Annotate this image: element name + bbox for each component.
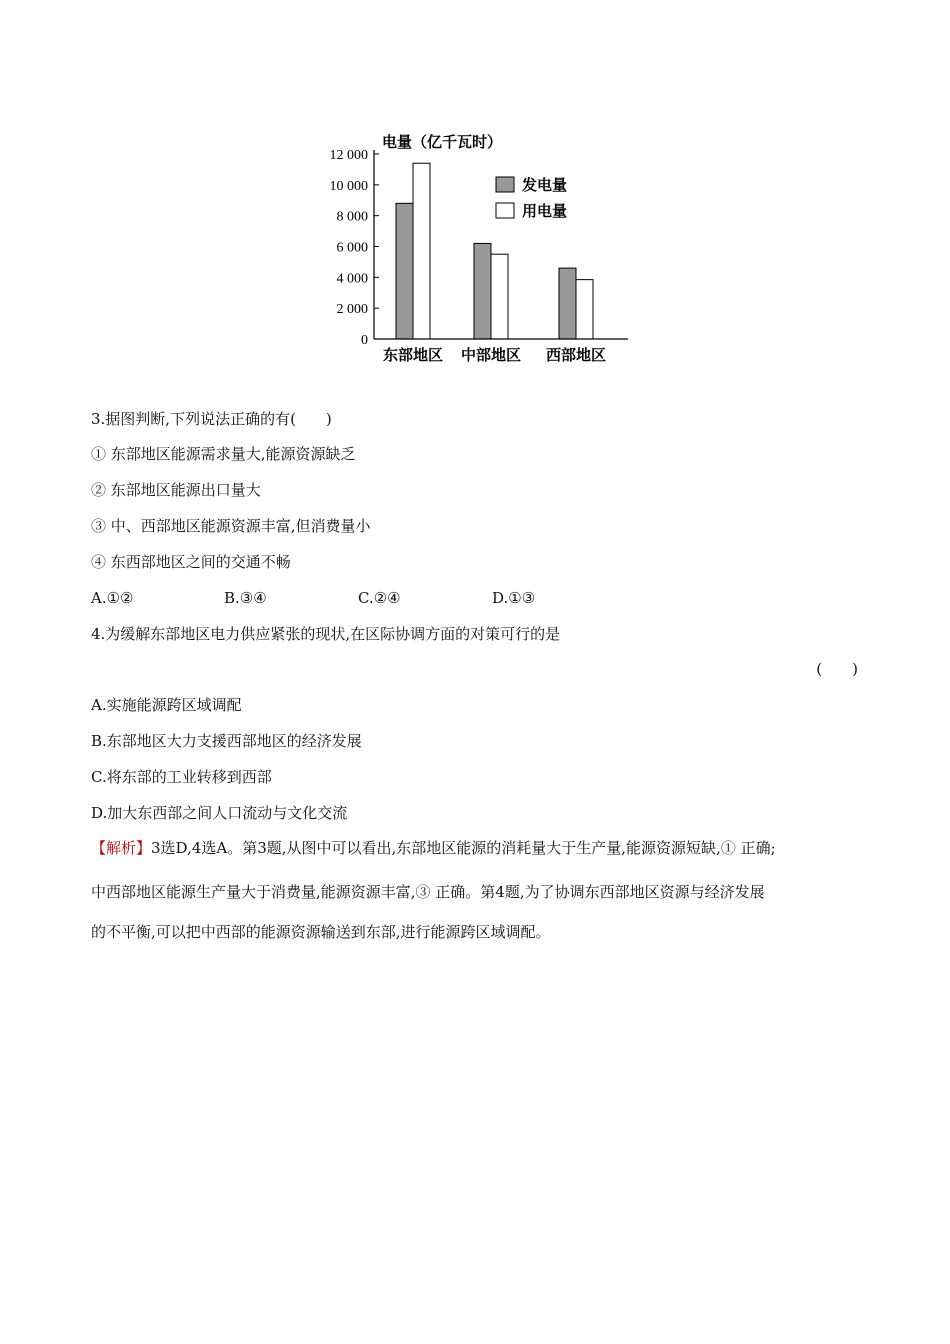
analysis-text-1: 3选D,4选A。第3题,从图中可以看出,东部地区能源的消耗量大于生产量,能源资源短缺,① 正确; (151, 839, 776, 857)
legend-swatch-generation (496, 177, 514, 192)
q3-option-d: D.①③ (492, 589, 536, 607)
analysis-tag: 【解析】 (91, 839, 152, 857)
q4-stem: 4.为缓解东部地区电力供应紧张的现状,在区际协调方面的对策可行的是 (91, 625, 561, 643)
legend-label-generation: 发电量 (522, 176, 568, 194)
q4-option-d: D.加大东西部之间人口流动与文化交流 (91, 804, 348, 822)
q3-statement-2: ② 东部地区能源出口量大 (91, 481, 261, 499)
q3-statement-1: ① 东部地区能源需求量大,能源资源缺乏 (91, 445, 356, 463)
bar-consumption (413, 163, 430, 339)
y-tick-label: 4 000 (336, 271, 368, 287)
legend-swatch-consumption (496, 203, 514, 218)
q4-option-a: A.实施能源跨区域调配 (91, 696, 242, 714)
q4-option-c: C.将东部的工业转移到西部 (91, 768, 272, 786)
q3-statement-4: ④ 东西部地区之间的交通不畅 (91, 553, 291, 571)
y-tick-label: 6 000 (336, 240, 368, 256)
y-axis-label: 电量（亿千瓦时） (382, 133, 503, 151)
analysis-line-1 (91, 838, 776, 858)
q3-option-c: C.②④ (358, 589, 401, 607)
bar-generation (474, 243, 491, 339)
x-category-label: 中部地区 (460, 346, 522, 364)
q3-option-b: B.③④ (224, 589, 267, 607)
y-tick-label: 0 (361, 333, 368, 348)
q3-stem: 3.据图判断,下列说法正确的有( ) (91, 410, 332, 428)
analysis-line-3: 的不平衡,可以把中西部的能源资源输送到东部,进行能源跨区域调配。 (91, 923, 551, 941)
y-tick-label: 2 000 (336, 302, 368, 318)
bar-consumption (491, 254, 508, 339)
x-category-label: 东部地区 (382, 346, 444, 364)
legend (496, 176, 567, 220)
bar-consumption (576, 280, 593, 339)
x-category-label: 西部地区 (545, 346, 607, 364)
q3-option-a: A.①② (91, 589, 134, 607)
bar-chart (300, 120, 650, 380)
y-tick-label: 12 000 (329, 148, 368, 163)
legend-label-consumption: 用电量 (522, 202, 568, 220)
bar-generation (559, 268, 576, 339)
q3-statement-3: ③ 中、西部地区能源资源丰富,但消费量小 (91, 517, 371, 535)
q4-answer-paren: ( ) (816, 660, 858, 678)
y-tick-label: 8 000 (336, 209, 368, 225)
analysis-line-2: 中西部地区能源生产量大于消费量,能源资源丰富,③ 正确。第4题,为了协调东西部地区资源与经济发展 (91, 883, 765, 901)
bar-generation (396, 203, 413, 339)
y-tick-label: 10 000 (329, 178, 368, 194)
q4-option-b: B.东部地区大力支援西部地区的经济发展 (91, 732, 362, 750)
